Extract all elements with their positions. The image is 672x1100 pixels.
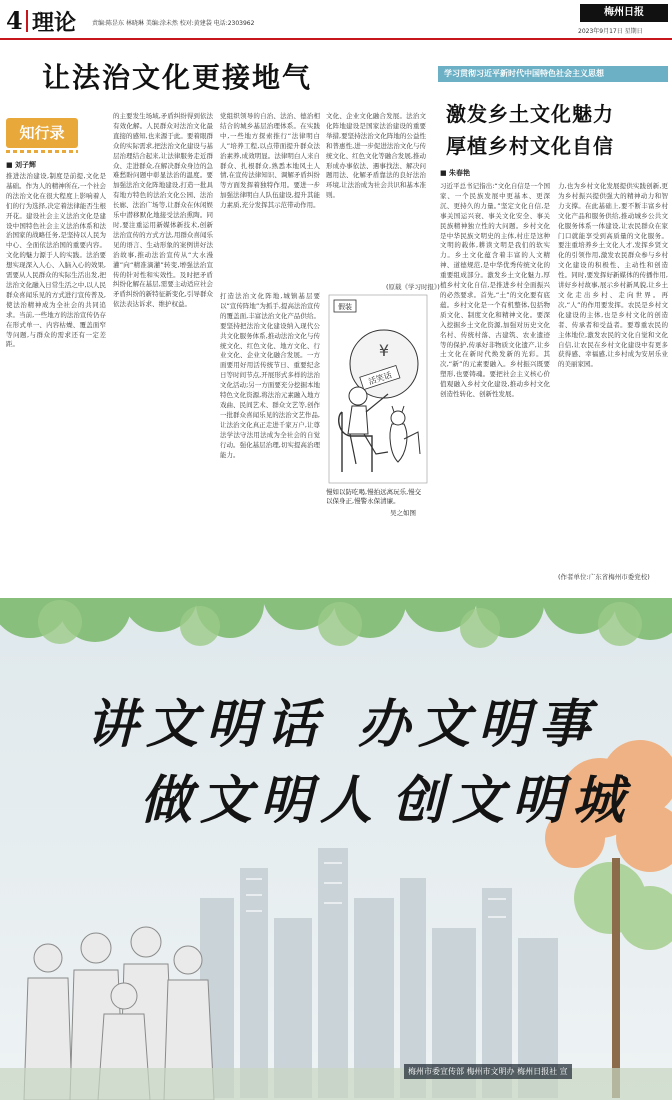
slogan-act-civil: 办文明事 [358, 694, 599, 755]
header-rule [0, 38, 672, 40]
civility-banner [0, 598, 672, 1100]
cartoon-drawing [328, 294, 428, 484]
right-article-column-1: 习近平总书记指出:“文化自信是一个国家、一个民族发展中更基本、更深沉、更持久的力量。”坚定文化自信,是事关国运兴衰、事关文化安全、事关民族精神独立性的大问题。乡村文化是中华民族文明史的主体,村庄是这种文明的载体,耕读文明是我们的软实力。乡土文化蕴含着丰富的人文精神、道德规范,是中华优秀传统文化的重要组成部分。激发乡土文化魅力,厚植乡村文化自信,是推进乡村全面振兴的必然要求。首先,“土”的文化要有底蕴。乡村文化是一个有机整体,包括物质文化、制度文化和精神文化。要深入挖掘乡土文化资源,加强对历史文化名村、传统村落、古建筑、农业遗迹等的保护,传承好非物质文化遗产,让乡土文化在新时代焕发新的光彩。其次,“新”的元素要融入。乡村振兴既要塑形,也要铸魂。要把社会主义核心价值观融入乡村文化建设,推动乡村文化创造性转化、创新性发展。 [440, 182, 550, 399]
column-tag-stripe [6, 150, 78, 153]
banner-background [0, 598, 672, 1100]
cartoon-sign: 活笑话 [367, 370, 393, 387]
header-divider [26, 10, 28, 32]
left-article-column-3-lower: 打造法治文化阵地,城镇基层要以“宣传阵地”为抓手,提高法治宣传的覆盖面,丰富法治文化产品供给。要坚持把法治文化建设纳入现代公共文化服务体系,推动法治文化与传统文化、红色文化、地方文化、行业文化、企业文化融合发展。一方面要用好用活传统节日、重要纪念日等时间节点,开展形式多样的法治文化活动;另一方面要充分挖掘本地特色文化资源,将法治元素融入地方戏曲、民间艺术、群众文艺等,创作一批群众喜闻乐见的法治文艺作品,让法治文化真正走进千家万户,让尊法学法守法用法成为全社会的自觉行动。强化基层治理,切实提高治理能力。 [220, 292, 320, 459]
left-article-source: (原载《学习时报》) [386, 283, 440, 291]
right-article-author: ■ 朱春艳 [440, 169, 471, 177]
series-band-text: 学习贯彻习近平新时代中国特色社会主义思想 [444, 69, 604, 78]
left-article-column-3: 党组织领导的自治、法治、德治相结合的城乡基层治理体系。在实践中,一些地方探索推行“法律明白人”培养工程,以点带面提升群众法治素养,成效明显。法律明白人来自群众、扎根群众,熟悉本地风土人情,在宣传法律知识、调解矛盾纠纷等方面发挥着独特作用。要进一步加强法律明白人队伍建设,提升其能力素质,充分发挥其示范带动作用。 [220, 112, 320, 210]
right-article-column-2: 力,也为乡村文化发展提供实践创新,更为乡村振兴提供强大的精神动力和智力支撑。在此基础上,要不断丰富乡村文化产品和服务供给,推动城乡公共文化服务体系一体建设,让农民群众在家门口就能享受到高质量的文化服务。要注重培养乡土文化人才,发挥乡贤文化的引领作用,激发农民群众参与乡村文化建设的积极性、主动性和创造性。同时,要发挥好新媒体的传播作用,讲好乡村故事,展示乡村新风貌,让乡土文化走出乡村、走向世界。再次,“人”的作用要发挥。农民是乡村文化建设的主体,也是乡村文化的创造者、传承者和受益者。要尊重农民的主体地位,激发农民的文化自觉和文化自信,让农民在乡村文化建设中有更多获得感、幸福感,让乡村成为安居乐业的美丽家园。 [558, 182, 668, 369]
page-header [0, 0, 672, 40]
right-article-title-line-2: 厚植乡村文化自信 [446, 134, 614, 158]
cartoon-author: 吴之如图 [390, 509, 416, 517]
left-article-title: 让法治文化更接地气 [42, 61, 313, 94]
editorial-cartoon [328, 294, 428, 484]
page-number: 4 [6, 6, 23, 35]
left-article-column-2: 的主要发生场域,矛盾纠纷得到依法有效化解。人民群众对法治文化最直接的感知,也来源于此。要着眼群众的实际需求,把法治文化建设与基层治理结合起来,让法律服务走近群众、走进群众,在解决群众身边的急难愁盼问题中彰显法治的温度。要加强法治文化阵地建设,打造一批具有地方特色的法治文化公园、法治长廊、法治广场等,让群众在休闲娱乐中潜移默化地接受法治熏陶。同时,要注重运用新媒体新技术,创新法治宣传的方式方法,用群众喜闻乐见的语言、生动形象的案例讲好法治故事,推动法治宣传从“大水漫灌”向“精准滴灌”转变,增强法治宣传的针对性和实效性。及时把矛盾纠纷化解在基层,需要主动适应社会矛盾纠纷的新特征新变化,引导群众依法表达诉求、维护权益。 [113, 112, 213, 309]
banner-credit: 梅州市委宣传部 梅州市文明办 梅州日报社 宣 [404, 1064, 572, 1079]
issue-date: 2023年9月17日 星期日 [578, 28, 643, 35]
right-article-title-line-1: 激发乡土文化魅力 [446, 102, 614, 126]
svg-text:¥: ¥ [378, 341, 390, 360]
newspaper-logo: 梅州日报 [580, 4, 668, 22]
slogan-build-civil-city: 创文明城 [392, 770, 633, 831]
column-tag [6, 108, 78, 154]
cartoon-label: 假装 [338, 303, 352, 311]
right-article-source: (作者单位:广东省梅州市委党校) [558, 573, 650, 581]
editor-credits: 责编:陈昰东 林晓琳 美编:涂未然 校对:黄建袋 电话:2303962 [92, 20, 255, 27]
slogan-be-civil: 做文明人 [140, 770, 381, 831]
left-article-column-4: 文化、企业文化融合发展。法治文化阵地建设是国家法治建设的重要举措,要坚持法治文化阵地的公益性和普惠性,进一步促进法治文化与传统文化、红色文化等融合发展,推动形成办事依法、遇事找法、解决问题用法、化解矛盾靠法的良好法治环境,让法治成为社会共识和基本准则。 [326, 112, 426, 200]
left-article-column-1: 推进法治建设,制度是前提,文化是基础。作为人的精神所在,一个社会的法治文化在很大程度上影响着人们的行为选择,决定着法律能否生根开花。建设社会主义法治文化是建设中国特色社会主义法治体系和法治国家的战略任务,是坚持以人民为中心、全面依法治国的重要内容。文化的魅力源于人的实践。法治要想实现深入人心、入脑入心的效果,需要从人民群众的实际生活出发,把法治文化融入日常生活之中,以人民群众喜闻乐见的方式进行宣传普及,使法治精神成为全社会的共同追求。当前,一些地方的法治宣传仍存在形式单一、内容枯燥、覆盖面窄等问题,与群众的需求还有一定差距。 [6, 172, 106, 349]
left-article-author: ■ 刘子辉 [6, 161, 37, 169]
section-title: 理论 [32, 10, 77, 36]
slogan-speak-civil: 讲文明话 [86, 694, 327, 755]
cartoon-caption: 慢如以防吃喝,慢拍远离玩乐,慢交以保身正,慢警永保清廉。 [326, 488, 422, 505]
column-tag-label: 知行录 [19, 124, 65, 142]
